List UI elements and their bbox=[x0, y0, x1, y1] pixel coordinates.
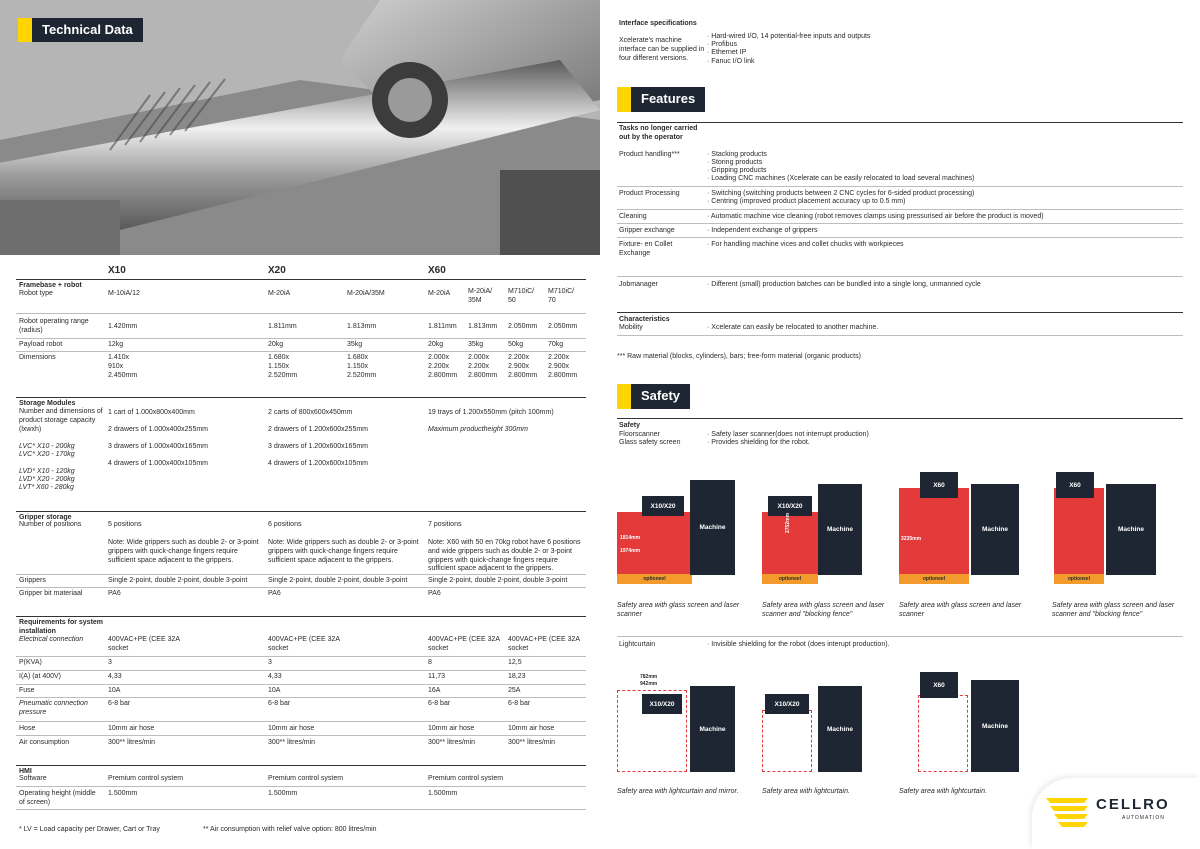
feature-item: · Different (small) production batches can be bundled into a single long, unmanned cycle bbox=[707, 281, 981, 288]
robot-cell: X60 bbox=[920, 472, 958, 498]
robot-type-value: M-10iA/12 bbox=[108, 290, 140, 297]
safety-caption: Safety area with glass screen and laser scanner bbox=[899, 602, 1022, 619]
dim-label: 782mm bbox=[640, 674, 658, 680]
fuse-label: Fuse bbox=[19, 687, 35, 694]
divider bbox=[16, 809, 586, 810]
safety-caption: Safety area with glass screen and laser scanner and "blocking fence" bbox=[762, 602, 885, 619]
dimension-value: 1.680x 1.150x 2.520mm bbox=[347, 354, 377, 379]
range-value: 1.420mm bbox=[108, 323, 138, 330]
dimension-value: 2.000x 2.200x 2.800mm bbox=[428, 354, 458, 379]
payload-value: 50kg bbox=[508, 341, 524, 348]
feature-item: · Centring (improved product placement accuracy up to 0.5 mm) bbox=[707, 198, 906, 205]
divider bbox=[16, 735, 586, 736]
range-value: 1.813mm bbox=[347, 323, 377, 330]
machine-block: Machine bbox=[818, 484, 862, 575]
lvd-line: LVT* X60 - 280kg bbox=[19, 484, 74, 491]
air-value: 300** litres/min bbox=[508, 739, 556, 746]
range-value: 1.811mm bbox=[428, 323, 457, 330]
pkva-value: 3 bbox=[268, 659, 272, 666]
divider bbox=[617, 276, 1183, 277]
payload-value: 12kg bbox=[108, 341, 124, 348]
model-x60-header: X60 bbox=[428, 265, 446, 276]
air-label: Air consumption bbox=[19, 739, 70, 746]
hose-value: 10mm air hose bbox=[108, 725, 155, 732]
feature-item: · Independent exchange of grippers bbox=[707, 227, 818, 234]
gripper-note: Note: X60 with 50 en 70kg robot have 6 positions and wide grippers such as double 2- or 3-point grippers with quick-change fingers require sufficient space adjacent to the grippers. bbox=[428, 539, 581, 573]
pkva-value: 8 bbox=[428, 659, 432, 666]
storage-label: Number and dimensions of product storage capacity (lxwxh) bbox=[19, 408, 103, 433]
storage-x60: Maximum productheight 300mm bbox=[428, 426, 528, 433]
divider bbox=[16, 765, 586, 766]
positions-label: Number of positions bbox=[19, 521, 82, 528]
feature-label: Jobmanager bbox=[619, 281, 658, 288]
machine-block: Machine bbox=[690, 686, 735, 772]
divider bbox=[617, 237, 1183, 238]
feature-item: · Storing products bbox=[707, 159, 763, 166]
lightcurtain-caption: Safety area with lightcurtain and mirror. bbox=[617, 788, 739, 795]
divider bbox=[16, 397, 586, 398]
height-value: 1.500mm bbox=[268, 790, 298, 797]
feature-label: Cleaning bbox=[619, 213, 647, 220]
model-x10-header: X10 bbox=[108, 265, 126, 276]
software-value: Premium control system bbox=[268, 775, 344, 782]
title-accent-bar bbox=[617, 87, 631, 112]
machine-block: Machine bbox=[818, 686, 862, 772]
robot-cell: X10/X20 bbox=[642, 694, 682, 714]
payload-label: Payload robot bbox=[19, 341, 63, 348]
height-value: 1.500mm bbox=[108, 790, 138, 797]
divider bbox=[16, 338, 586, 339]
lvd-line: LVD* X20 - 200kg bbox=[19, 476, 75, 483]
lightcurtain-text: · Invisible shielding for the robot (does interupt production). bbox=[707, 641, 890, 648]
robot-cell: X10/X20 bbox=[642, 496, 684, 516]
electrical-value: 400VAC+PE (CEE 32A socket bbox=[268, 636, 340, 652]
interface-heading: Interface specifications bbox=[619, 20, 697, 27]
lvd-line: LVD* X10 - 120kg bbox=[19, 468, 75, 475]
divider bbox=[16, 697, 586, 698]
divider bbox=[617, 636, 1183, 637]
feature-label: Gripper exchange bbox=[619, 227, 675, 234]
hose-value: 10mm air hose bbox=[428, 725, 475, 732]
storage-x10: 3 drawers of 1.000x400x165mm bbox=[108, 443, 208, 450]
floorscanner-text: · Safety laser scanner(does not interrupt production) bbox=[707, 431, 869, 438]
divider bbox=[16, 721, 586, 722]
mobility-value: · Xcelerate can easily be relocated to another machine. bbox=[707, 324, 879, 331]
electrical-value: 400VAC+PE (CEE 32A socket bbox=[108, 636, 180, 652]
storage-x20: 2 drawers of 1.200x600x255mm bbox=[268, 426, 368, 433]
optional-zone: optioneel bbox=[1054, 574, 1104, 584]
floorscanner-label: Floorscanner bbox=[619, 431, 660, 438]
divider bbox=[16, 313, 586, 314]
fuse-value: 25A bbox=[508, 687, 521, 694]
divider bbox=[16, 786, 586, 787]
gripper-note: Note: Wide grippers such as double 2- or 3-point grippers with quick-change fingers require sufficient space adjacent to the grippers. bbox=[268, 539, 419, 564]
pneumatic-value: 6-8 bar bbox=[428, 700, 451, 707]
feature-label: Product handling*** bbox=[619, 151, 680, 158]
technical-data-label: Technical Data bbox=[42, 22, 133, 37]
storage-x10: 2 drawers of 1.000x400x255mm bbox=[108, 426, 208, 433]
grippers-value: Single 2-point, double 2-point, double 3-point bbox=[428, 577, 568, 584]
requirements-heading: Requirements for system installation bbox=[19, 619, 104, 635]
feature-item: · Stacking products bbox=[707, 151, 767, 158]
safety-heading: Safety bbox=[619, 422, 641, 429]
brand-badge bbox=[1032, 778, 1200, 849]
storage-x20: 2 carts of 800x600x450mm bbox=[268, 409, 353, 416]
electrical-label: Electrical connection bbox=[19, 636, 84, 643]
air-value: 300** litres/min bbox=[108, 739, 156, 746]
brand-sub: AUTOMATION bbox=[1122, 815, 1165, 821]
fuse-value: 10A bbox=[268, 687, 281, 694]
robot-type-value: M-20iA/35M bbox=[347, 290, 385, 297]
dim-label: 3235mm bbox=[901, 536, 922, 542]
machine-block: Machine bbox=[971, 484, 1019, 575]
safety-caption: Safety area with glass screen and laser scanner bbox=[617, 602, 740, 619]
storage-x60: 19 trays of 1.200x550mm (pitch 100mm) bbox=[428, 409, 554, 416]
dimension-value: 2.000x 2.200x 2.800mm bbox=[468, 354, 498, 379]
storage-heading: Storage Modules bbox=[19, 400, 76, 407]
interface-item: · Fanuc I/O link bbox=[707, 58, 755, 65]
feature-item: · Gripping products bbox=[707, 167, 767, 174]
pkva-label: P(KVA) bbox=[19, 659, 42, 666]
lightcurtain-area bbox=[762, 710, 812, 772]
safety-caption: Safety area with glass screen and laser scanner and "blocking fence" bbox=[1052, 602, 1175, 619]
footnote-lv: * LV = Load capacity per Drawer, Cart or Tray bbox=[19, 826, 160, 833]
interface-desc: Xcelerate's machine interface can be supplied in four different versions. bbox=[619, 37, 705, 62]
positions-value: 5 positions bbox=[108, 521, 142, 528]
robot-type-value: M-20iA bbox=[428, 290, 451, 297]
feature-item: · Loading CNC machines (Xcelerate can be easily relocated to load several machines) bbox=[707, 175, 975, 182]
hose-value: 10mm air hose bbox=[508, 725, 555, 732]
divider bbox=[617, 122, 1183, 123]
cellro-logo-icon bbox=[1044, 792, 1090, 828]
fuse-value: 16A bbox=[428, 687, 441, 694]
machine-block: Machine bbox=[690, 480, 735, 575]
grippers-value: Single 2-point, double 2-point, double 3-point bbox=[108, 577, 248, 584]
safety-area bbox=[1054, 488, 1104, 574]
robot-type-value: M710iC/ 70 bbox=[548, 288, 575, 304]
optional-zone: optioneel bbox=[617, 574, 692, 584]
divider bbox=[16, 684, 586, 685]
safety-title bbox=[617, 384, 690, 409]
range-value: 1.813mm bbox=[468, 323, 498, 330]
divider bbox=[16, 279, 586, 280]
machine-block: Machine bbox=[971, 680, 1019, 772]
bit-label: Gripper bit materiaal bbox=[19, 590, 83, 597]
technical-data-title bbox=[18, 18, 143, 42]
interface-item: · Hard-wired I/O, 14 potential-free inputs and outputs bbox=[707, 33, 871, 40]
safety-area bbox=[617, 512, 692, 574]
brand-name: CELLRO bbox=[1096, 796, 1170, 813]
ia-value: 4,33 bbox=[268, 673, 282, 680]
ia-value: 18,23 bbox=[508, 673, 526, 680]
range-value: 2.050mm bbox=[508, 323, 538, 330]
positions-value: 6 positions bbox=[268, 521, 302, 528]
dim-label: 1974mm bbox=[620, 548, 641, 554]
height-label: Operating height (middle of screen) bbox=[19, 790, 96, 806]
divider bbox=[617, 312, 1183, 313]
model-x20-header: X20 bbox=[268, 265, 286, 276]
footnote-raw: *** Raw material (blocks, cylinders), bars; free-form material (organic products) bbox=[617, 353, 861, 360]
electrical-value: 400VAC+PE (CEE 32A socket bbox=[428, 636, 500, 652]
grippers-value: Single 2-point, double 2-point, double 3-point bbox=[268, 577, 408, 584]
robot-cell: X60 bbox=[920, 672, 958, 698]
range-label: Robot operating range (radius) bbox=[19, 318, 89, 334]
bit-value: PA6 bbox=[428, 590, 441, 597]
divider bbox=[617, 418, 1183, 419]
mobility-label: Mobility bbox=[619, 324, 643, 331]
pneumatic-value: 6-8 bar bbox=[108, 700, 131, 707]
air-value: 300** litres/min bbox=[268, 739, 316, 746]
dimension-value: 1.410x 910x 2.450mm bbox=[108, 354, 138, 379]
software-label: Software bbox=[19, 775, 47, 782]
payload-value: 20kg bbox=[268, 341, 284, 348]
fuse-value: 10A bbox=[108, 687, 121, 694]
lightcurtain-label: Lightcurtain bbox=[619, 641, 656, 648]
lvc-line: LVC* X10 - 200kg bbox=[19, 443, 75, 450]
storage-x10: 1 cart of 1.000x800x400mm bbox=[108, 409, 195, 416]
lightcurtain-caption: Safety area with lightcurtain. bbox=[762, 788, 850, 795]
divider bbox=[16, 616, 586, 617]
air-value: 300** litres/min bbox=[428, 739, 476, 746]
feature-label: Fixture- en Collet Exchange bbox=[619, 241, 673, 257]
divider bbox=[16, 511, 586, 512]
hmi-heading: HMI bbox=[19, 768, 32, 775]
storage-x20: 4 drawers of 1.200x600x105mm bbox=[268, 460, 368, 467]
dim-label: 2752mm bbox=[785, 512, 791, 533]
payload-value: 35kg bbox=[468, 341, 484, 348]
dimension-value: 1.680x 1.150x 2.520mm bbox=[268, 354, 298, 379]
interface-item: · Profibus bbox=[707, 41, 737, 48]
divider bbox=[617, 223, 1183, 224]
storage-x10: 4 drawers of 1.000x400x105mm bbox=[108, 460, 208, 467]
divider bbox=[617, 209, 1183, 210]
pkva-value: 3 bbox=[108, 659, 112, 666]
characteristics-heading: Characteristics bbox=[619, 316, 670, 323]
pneumatic-value: 6-8 bar bbox=[508, 700, 531, 707]
framebase-heading: Framebase + robot bbox=[19, 282, 82, 289]
glass-text: · Provides shielding for the robot. bbox=[707, 439, 810, 446]
robot-cell: X10/X20 bbox=[768, 496, 812, 516]
divider bbox=[16, 587, 586, 588]
tasks-heading: Tasks no longer carried out by the operator bbox=[619, 125, 698, 141]
dimension-value: 2.200x 2.900x 2.800mm bbox=[508, 354, 538, 379]
robot-type-label: Robot type bbox=[19, 290, 53, 297]
range-value: 1.811mm bbox=[268, 323, 297, 330]
optional-zone: optioneel bbox=[899, 574, 969, 584]
interface-item: · Ethernet IP bbox=[707, 49, 747, 56]
divider bbox=[617, 186, 1183, 187]
title-accent-bar bbox=[18, 18, 32, 42]
robot-cell: X60 bbox=[1056, 472, 1094, 498]
hose-label: Hose bbox=[19, 725, 36, 732]
robot-type-value: M-20iA/ 35M bbox=[468, 288, 493, 304]
robot-type-value: M-20iA bbox=[268, 290, 291, 297]
height-value: 1.500mm bbox=[428, 790, 458, 797]
pneumatic-value: 6-8 bar bbox=[268, 700, 291, 707]
divider bbox=[617, 335, 1183, 336]
robot-type-value: M710iC/ 50 bbox=[508, 288, 535, 304]
features-label: Features bbox=[641, 91, 696, 106]
electrical-value: 400VAC+PE (CEE 32A socket bbox=[508, 636, 580, 652]
lightcurtain-area bbox=[918, 695, 968, 772]
lightcurtain-caption: Safety area with lightcurtain. bbox=[899, 788, 987, 795]
gripper-heading: Gripper storage bbox=[19, 514, 72, 521]
positions-value: 7 positions bbox=[428, 521, 462, 528]
gripper-note: Note: Wide grippers such as double 2- or 3-point grippers with quick-change fingers require sufficient space adjacent to the grippers. bbox=[108, 539, 259, 564]
ia-label: I(A) (at 400V) bbox=[19, 673, 62, 680]
footnote-air: ** Air consumption with relief valve option: 800 litres/min bbox=[203, 826, 377, 833]
feature-item: · Switching (switching products between 2 CNC cycles for 6-sided product processing) bbox=[707, 190, 975, 197]
grippers-label: Grippers bbox=[19, 577, 46, 584]
pkva-value: 12,5 bbox=[508, 659, 522, 666]
payload-value: 70kg bbox=[548, 341, 564, 348]
features-title bbox=[617, 87, 705, 112]
ia-value: 11,73 bbox=[428, 673, 445, 680]
bit-value: PA6 bbox=[268, 590, 281, 597]
machine-block: Machine bbox=[1106, 484, 1156, 575]
pneumatic-label: Pneumatic connection pressure bbox=[19, 700, 88, 716]
divider bbox=[16, 574, 586, 575]
optional-zone: optioneel bbox=[762, 574, 818, 584]
dim-label: 1814mm bbox=[620, 535, 641, 541]
dimensions-label: Dimensions bbox=[19, 354, 56, 361]
feature-label: Product Processing bbox=[619, 190, 680, 197]
software-value: Premium control system bbox=[108, 775, 184, 782]
lvc-line: LVC* X20 - 170kg bbox=[19, 451, 75, 458]
hose-value: 10mm air hose bbox=[268, 725, 315, 732]
storage-x20: 3 drawers of 1.200x600x165mm bbox=[268, 443, 368, 450]
glass-label: Glass safety screen bbox=[619, 439, 681, 446]
robot-cell: X10/X20 bbox=[765, 694, 809, 714]
bit-value: PA6 bbox=[108, 590, 121, 597]
divider bbox=[16, 670, 586, 671]
feature-item: · For handling machine vices and collet chucks with workpieces bbox=[707, 241, 904, 248]
feature-item: · Automatic machine vice cleaning (robot removes clamps using pressurised air before the product is moved) bbox=[707, 213, 1044, 220]
range-value: 2.050mm bbox=[548, 323, 578, 330]
payload-value: 35kg bbox=[347, 341, 363, 348]
ia-value: 4,33 bbox=[108, 673, 122, 680]
safety-area bbox=[899, 488, 969, 574]
dimension-value: 2.200x 2.900x 2.800mm bbox=[548, 354, 578, 379]
title-accent-bar bbox=[617, 384, 631, 409]
payload-value: 20kg bbox=[428, 341, 444, 348]
software-value: Premium control system bbox=[428, 775, 504, 782]
safety-label: Safety bbox=[641, 388, 681, 403]
divider bbox=[16, 656, 586, 657]
dim-label: 942mm bbox=[640, 681, 658, 687]
divider bbox=[16, 351, 586, 352]
